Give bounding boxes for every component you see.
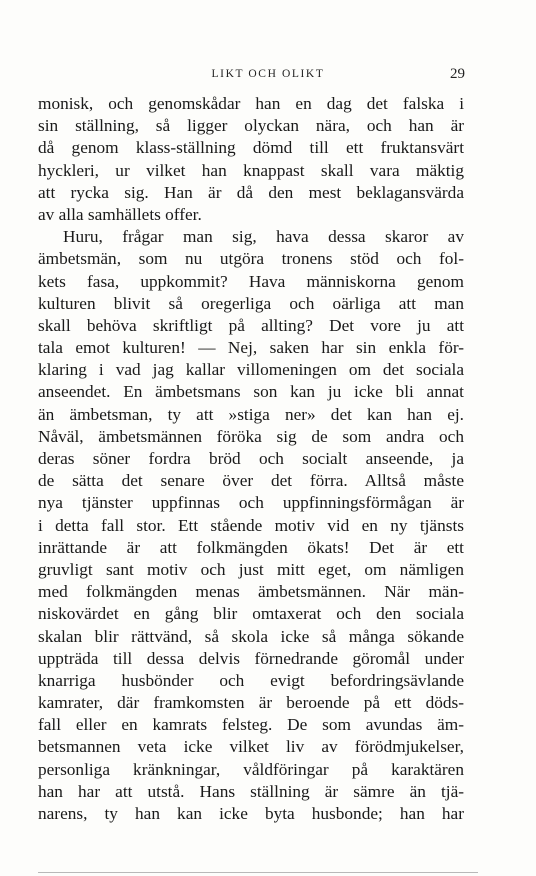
page-bottom-rule: [38, 872, 478, 873]
text-line: i detta fall stor. Ett stående motiv vid en ny tjänsts: [38, 515, 464, 535]
text-line: Huru, frågar man sig, hava dessa skaror av: [63, 227, 464, 247]
text-line: narens, ty han kan icke byta husbonde; han har: [38, 804, 464, 823]
text-line: de sätta det senare över det förra. Alltså måste: [38, 471, 464, 491]
text-line: anseendet. En ämbetsmans son kan ju icke bli annat: [38, 382, 464, 402]
text-line: niskovärdet en gång blir omtaxerat och den sociala: [38, 604, 464, 624]
running-title: LIKT OCH OLIKT: [211, 68, 325, 80]
text-line: fall eller en kamrats felsteg. De som avundas äm-: [38, 715, 464, 735]
text-line: än ämbetsman, ty att »stiga ner» det kan han ej.: [38, 404, 464, 424]
text-line: deras söner fordra bröd och socialt anseende, ja: [38, 449, 464, 468]
running-head: [0, 64, 536, 84]
page-number: 29: [450, 66, 465, 82]
text-line: med folkmängden menas ämbetsmännen. När män-: [38, 582, 464, 602]
text-line: tala emot kulturen! — Nej, saken har sin enkla för-: [38, 338, 464, 358]
text-line: inrättande är att folkmängden ökats! Det är ett: [38, 537, 464, 557]
text-line: kulturen blivit så oregerliga och oärliga att man: [38, 293, 464, 313]
text-line: personliga kränkningar, våldföringar på karaktären: [38, 759, 464, 779]
text-line: han har att utstå. Hans ställning är sämre än tjä-: [38, 781, 464, 801]
text-line: monisk, och genomskådar han en dag det falska i: [38, 94, 464, 113]
text-line: kamrater, där framkomsten är beroende på ett döds-: [38, 693, 464, 713]
text-line: Nåväl, ämbetsmännen föröka sig de som andra och: [38, 426, 464, 446]
text-line: kets fasa, uppkommit? Hava människorna genom: [38, 271, 464, 291]
text-line: ämbetsmän, som nu utgöra tronens stöd och fol-: [38, 249, 464, 269]
text-line: av alla samhällets offer.: [38, 204, 202, 224]
text-line: då genom klass-ställning dömd till ett fruktansvärt: [38, 138, 464, 158]
text-line: gruvligt sant motiv och just mitt eget, om nämligen: [38, 559, 464, 579]
text-line: nya tjänster uppfinnas och uppfinningsförmågan är: [38, 493, 464, 513]
text-line: klaring i vad jag kallar villomeningen om det sociala: [38, 360, 464, 380]
text-line: skalan blir rättvänd, så skola icke så många sökande: [38, 626, 464, 646]
text-line: hyckleri, ur vilket han knappast skall vara mäktig: [38, 160, 464, 180]
text-line: betsmannen veta icke vilket liv av förödmjukelser,: [38, 737, 464, 757]
text-line: att rycka sig. Han är då den mest beklagansvärda: [38, 182, 464, 202]
text-line: sin ställning, så ligger olyckan nära, och han är: [38, 116, 464, 136]
text-line: skall behöva skriftligt på allting? Det vore ju att: [38, 315, 464, 335]
text-line: uppträda till dessa delvis förnedrande göromål under: [38, 648, 464, 668]
text-line: knarriga husbönder och evigt befordringsävlande: [38, 670, 464, 690]
body-text: [38, 93, 464, 825]
